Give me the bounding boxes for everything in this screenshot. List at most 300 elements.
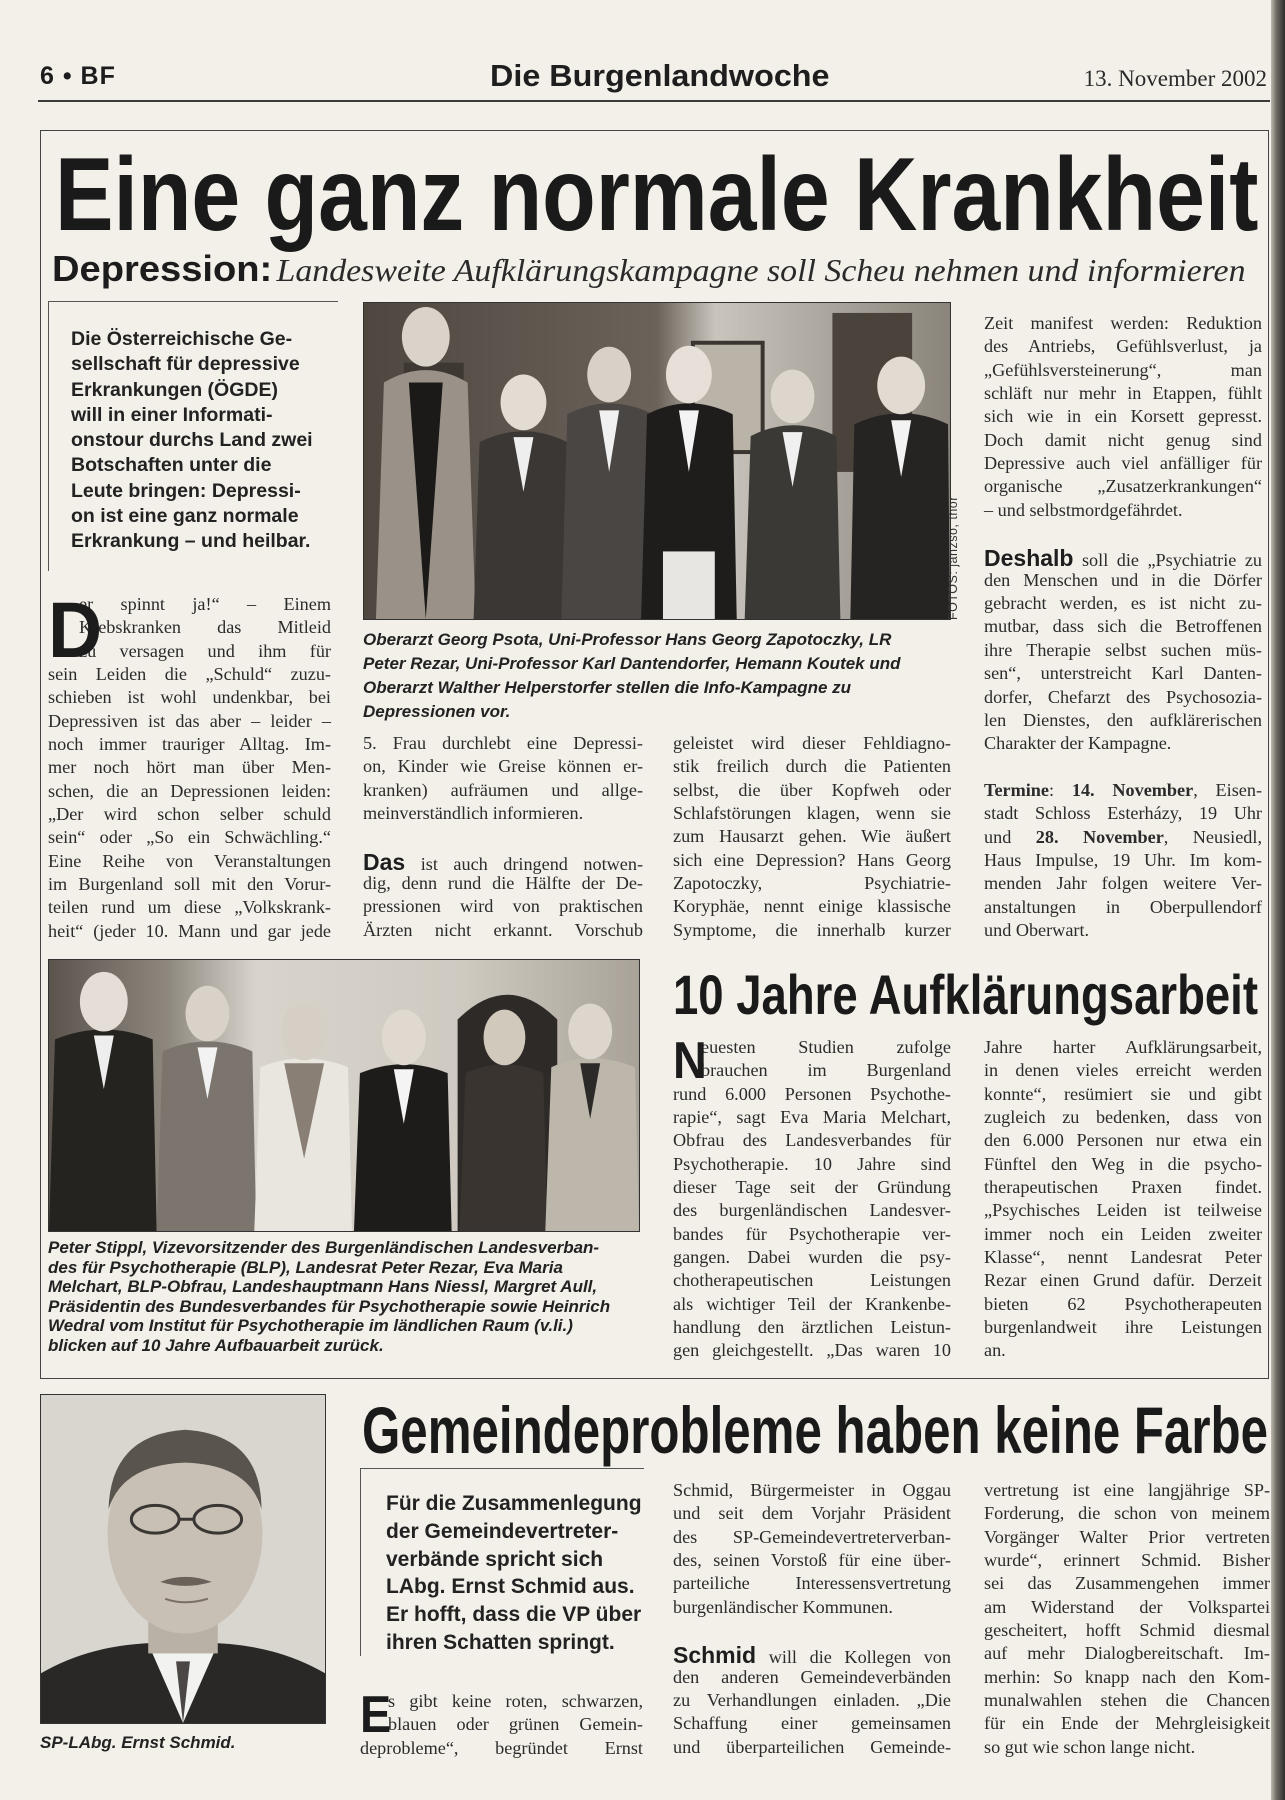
text: Jahre harter Aufklärungsarbeit,: [984, 1037, 1262, 1057]
text-segment: Termine: [984, 779, 1049, 800]
text-line: [984, 1246, 1262, 1269]
text-line: [984, 1642, 1270, 1665]
text-line: [360, 1737, 643, 1760]
text: chotherapeutischen Leistungen: [673, 1270, 951, 1291]
scan-binding-shadow: [1271, 0, 1285, 1800]
photo-caption: [48, 1238, 610, 1356]
text: zugleich zu bedenken, dass von: [984, 1107, 1262, 1128]
text-line: [48, 896, 331, 919]
text: gebracht werden, es ist nicht zu-: [984, 593, 1262, 614]
text-line: [48, 920, 331, 943]
text: sei das Zusammengehen immer: [984, 1573, 1270, 1594]
text: parteiliche Interessensvertretung: [673, 1573, 951, 1594]
text-line: [673, 1479, 951, 1502]
text: Doch damit nicht genug sind: [984, 429, 1262, 450]
text: Zeit manifest werden: Reduktion: [984, 313, 1262, 333]
header-rule: [38, 100, 1270, 102]
text-line: [984, 1596, 1270, 1619]
text-line: [48, 710, 331, 733]
text-line: Für die Zusammenlegung: [386, 1492, 642, 1515]
text-line: [363, 732, 643, 755]
text-line: des für Psychotherapie (BLP), Landesrat Peter Rezar, Eva Maria: [48, 1257, 563, 1277]
text: gescheitert, hofft Schmid diesmal: [984, 1620, 1270, 1641]
article-subhead: [52, 248, 1245, 290]
text: pressionen wird von praktischen: [363, 896, 643, 917]
paragraph: [984, 1479, 1270, 1759]
text-line: [363, 848, 643, 875]
text: will die Kollegen von: [756, 1647, 951, 1668]
group-photo-blp: [48, 959, 640, 1232]
drop-cap: E: [360, 1686, 392, 1744]
text-line: [984, 1689, 1270, 1712]
text: dieser Tage seit der Gründung: [673, 1177, 951, 1198]
paragraph: [673, 1642, 951, 1759]
text-line: [984, 452, 1262, 475]
text-line: [984, 896, 1262, 919]
text-line: [984, 849, 1262, 872]
text-line: [984, 1712, 1270, 1735]
text: merhin: So knapp nach den Kom-: [984, 1666, 1270, 1687]
text: Zapotoczky, Psychiatrie-: [673, 873, 951, 894]
text: im Burgenland soll mit den Vorur-: [48, 874, 331, 895]
text-line: Präsidentin des Bundesverbandes für Psychotherapie sowie Heinrich: [48, 1296, 611, 1316]
text: immer noch ein Leiden zweiter: [984, 1223, 1262, 1244]
text: des burgenländischen Landesver-: [673, 1200, 951, 1221]
text: anstaltungen in Oberpullendorf: [984, 896, 1262, 917]
paragraph: [48, 585, 331, 943]
text-line: [673, 1316, 951, 1339]
text-line: [673, 1036, 951, 1059]
text-line: [984, 545, 1262, 572]
text: therapeutischen Praxen findet.: [984, 1177, 1262, 1198]
text-line: [673, 1526, 951, 1549]
text: schieben ist wohl undenkbar, bei: [48, 687, 331, 708]
headline-text: Eine ganz normale Krankheit: [55, 137, 1259, 253]
text-line: [984, 639, 1262, 662]
article-intro: [48, 301, 338, 571]
text: 5. Frau durchlebt eine Depressi-: [363, 733, 643, 753]
article-column-2: [984, 1036, 1262, 1363]
text: meinverständlich informieren.: [363, 803, 584, 824]
text-line: [984, 1502, 1270, 1525]
text-segment: 28. November: [1035, 826, 1164, 847]
text-line: [984, 1106, 1262, 1129]
text-line: Erkrankung – und heilbar.: [71, 530, 311, 553]
text-line: [673, 1199, 951, 1222]
headline-text: Gemeindeprobleme haben keine Farbe: [362, 1393, 1269, 1467]
text: in denen vieles erreicht werden: [984, 1060, 1262, 1081]
text-line: [984, 405, 1262, 428]
article-column-1: [673, 1032, 951, 1363]
text-line: [984, 826, 1262, 849]
text-line: [673, 849, 951, 872]
text-line: [673, 1596, 951, 1619]
text-line: [984, 335, 1262, 358]
text-line: [48, 733, 331, 756]
text-line: [673, 1666, 951, 1689]
text-segment: , Eisen-: [1193, 779, 1263, 800]
text: so gut wie schon lange nicht.: [984, 1736, 1196, 1757]
text-line: [984, 1572, 1270, 1595]
text: Charakter der Kampagne.: [984, 733, 1172, 754]
text: – und selbstmordgefährdet.: [984, 499, 1183, 520]
text-line: Oberarzt Walther Helperstorfer stellen die Info-Kampagne zu: [363, 678, 852, 697]
lead-word: Das: [363, 848, 406, 875]
text-line: [984, 1223, 1262, 1246]
group-photo-campaign: [363, 302, 951, 620]
text-line: [673, 919, 951, 942]
paragraph: [673, 1032, 951, 1363]
text: stadt Schloss Esterházy, 19 Uhr: [984, 803, 1262, 824]
text: gen gleichgestellt. „Das waren 10: [673, 1340, 951, 1361]
text: Depressiven ist das aber – leider –: [48, 710, 331, 731]
photo-caption: SP-LAbg. Ernst Schmid.: [40, 1733, 236, 1752]
text-line: [984, 1269, 1262, 1292]
text: Ärzten nicht erkannt. Vorschub: [363, 919, 643, 940]
text: Symptome, die innerhalb kurzer: [673, 919, 951, 940]
text-line: [360, 1713, 643, 1736]
text: Koryphäe, nennt einige klassische: [673, 896, 951, 917]
text: len Dienstes, den aufklärerischen: [984, 709, 1262, 730]
text-line: [363, 802, 643, 825]
headline-text: 10 Jahre Aufklärungsarbeit: [673, 963, 1258, 1026]
text: als wichtiger Teil der Krankenbe-: [673, 1293, 951, 1314]
text: des SP-Gemeindevertreterverban-: [673, 1526, 951, 1547]
text: und überparteilichen Gemeinde-: [673, 1736, 951, 1757]
text-line: [673, 1549, 951, 1572]
text: sen“, unterstreicht Karl Danten-: [984, 663, 1262, 684]
section-headline: [673, 962, 1258, 1026]
photo-credit: FOTOS: janzso, thor: [946, 496, 960, 620]
text-line: [673, 872, 951, 895]
text-line: [673, 1689, 951, 1712]
text-line: [984, 1059, 1262, 1082]
text: ihre Therapie selbst suchen müs-: [984, 639, 1262, 660]
text-line: Oberarzt Georg Psota, Uni-Professor Hans Georg Zapotoczky, LR: [363, 630, 892, 649]
text-line: [673, 779, 951, 802]
text-line: [984, 709, 1262, 732]
text: s gibt keine roten, schwarzen,: [388, 1691, 643, 1711]
text: und seit dem Vorjahr Präsident: [673, 1503, 951, 1524]
text-line: Botschaften unter die: [71, 454, 272, 477]
text: Forderung, die schon von meinem: [984, 1503, 1270, 1524]
text-line: [984, 1339, 1262, 1362]
text-line: [984, 1153, 1262, 1176]
text: auf mehr Dialogbereitschaft. Im-: [984, 1643, 1270, 1664]
text-line: [673, 1153, 951, 1176]
text: zu versagen und ihm für: [79, 640, 331, 661]
text: er spinnt ja!“ – Einem: [79, 594, 331, 614]
text: on, Kinder wie Greise können er-: [363, 756, 643, 777]
text-line: [363, 755, 643, 778]
text: mutbar, dass sich die Betroffenen: [984, 616, 1262, 637]
paragraph: [673, 732, 951, 942]
text-segment: 14. November: [1071, 779, 1194, 800]
text-line: [673, 1083, 951, 1106]
article-intro: [360, 1468, 644, 1656]
text-line: [673, 802, 951, 825]
text: wurde“, erinnert Schmid. Bisher: [984, 1550, 1270, 1571]
masthead: [490, 58, 830, 94]
text-line: LAbg. Ernst Schmid aus.: [386, 1575, 635, 1599]
text: burgenlandweit ihre Leistungen: [984, 1317, 1262, 1338]
text-line: [984, 1293, 1262, 1316]
drop-cap: D: [48, 585, 103, 674]
article-column-4: [984, 312, 1262, 942]
text: „Psychisches Leiden ist teilweise: [984, 1200, 1262, 1221]
text-segment: , Neusiedl,: [1163, 826, 1262, 847]
text-line: [984, 359, 1262, 382]
text-line: [673, 1106, 951, 1129]
article-column-2: [363, 732, 643, 942]
text: burgenländischer Kommunen.: [673, 1596, 893, 1617]
text: selbst, die über Kopfweh oder: [673, 779, 951, 800]
article-column-3: [984, 1479, 1270, 1759]
text-line: [673, 1572, 951, 1595]
paragraph: [363, 849, 643, 942]
text-line: [673, 1059, 951, 1082]
paragraph: [984, 779, 1262, 942]
text-line: Peter Rezar, Uni-Professor Karl Dantendorfer, Hemann Koutek und: [363, 654, 901, 673]
text: rapie“, sagt Eva Maria Melchart,: [673, 1107, 951, 1128]
text: Krebskranken das Mitleid: [79, 617, 331, 638]
text-line: [984, 1199, 1262, 1222]
text-line: verbände spricht sich: [386, 1547, 604, 1571]
text-line: Erkrankungen (ÖGDE): [71, 378, 278, 401]
text: kranken) aufräumen und allge-: [363, 779, 643, 800]
text: sein Leiden die „Schuld“ zuzu-: [48, 664, 331, 685]
text-line: [984, 1549, 1270, 1572]
text-line: [673, 1339, 951, 1362]
text-line: [984, 1176, 1262, 1199]
text: konnte“, resümiert sie und gibt: [984, 1083, 1262, 1104]
text: menden Jahr folgen weitere Ver-: [984, 873, 1262, 894]
text: den Menschen und in die Dörfer: [984, 569, 1262, 590]
text: bieten 62 Psychotherapeuten: [984, 1293, 1262, 1314]
text: bandes für Psychotherapie ver-: [673, 1223, 951, 1244]
text-line: [984, 475, 1262, 498]
text-line: [48, 826, 331, 849]
text-line: [984, 499, 1262, 522]
text-line: [984, 1036, 1262, 1059]
text: euesten Studien zufolge: [701, 1037, 951, 1057]
text: schläft nur mehr in Etappen, fühlt: [984, 383, 1262, 404]
text-line: [984, 592, 1262, 615]
text: organische „Zusatzerkrankungen“: [984, 476, 1262, 497]
text: noch immer trauriger Alltag. Im-: [48, 734, 331, 755]
text-line: [984, 429, 1262, 452]
text-line: [984, 615, 1262, 638]
paragraph: [360, 1686, 643, 1760]
text-line: [984, 382, 1262, 405]
text-line: Er hofft, dass die VP über: [386, 1603, 642, 1627]
paragraph: [984, 545, 1262, 755]
paragraph: [984, 312, 1262, 522]
text: „Gefühlsversteinerung“, man: [984, 359, 1262, 380]
text-line: [984, 919, 1262, 942]
text: deprobleme“, begründet Ernst: [360, 1737, 643, 1758]
text-line: der Gemeindevertreter-: [386, 1519, 619, 1543]
text-line: [673, 825, 951, 848]
text-line: [673, 1712, 951, 1735]
text: geleistet wird dieser Fehldiagno-: [673, 733, 951, 753]
text-line: sellschaft für depressive: [71, 353, 300, 376]
text: Schmid, Bürgermeister in Oggau: [673, 1480, 951, 1500]
text-line: [984, 779, 1262, 802]
text-line: [360, 1690, 643, 1713]
text-line: [984, 802, 1262, 825]
article-column-2: [673, 1479, 951, 1759]
text-line: [48, 686, 331, 709]
text: Depressive auch viel anfälliger für: [984, 453, 1262, 474]
text: Psychotherapie. 10 Jahre sind: [673, 1153, 951, 1174]
text: ist auch dringend notwen-: [405, 853, 643, 874]
text-line: [673, 732, 951, 755]
text: Klasse“, nennt Landesrat Peter: [984, 1247, 1262, 1268]
text: Schlafstörungen klagen, wenn sie: [673, 803, 951, 824]
text: schen, die an Depressionen leiden:: [48, 780, 331, 801]
text-line: will in einer Informati-: [71, 403, 273, 426]
text-line: [673, 1502, 951, 1525]
text-line: [984, 1619, 1270, 1642]
lead-word: Deshalb: [984, 545, 1074, 572]
text-line: Depressionen vor.: [363, 702, 511, 721]
lead-word: Schmid: [673, 1642, 757, 1669]
text-line: [984, 1736, 1270, 1759]
text-line: [48, 873, 331, 896]
text: soll die „Psychiatrie zu: [1073, 550, 1262, 571]
text-line: [363, 895, 643, 918]
article-column-1: [360, 1686, 643, 1760]
text-line: [984, 1666, 1270, 1689]
text: Eine Reihe von Veranstaltungen: [48, 850, 331, 871]
text: den anderen Gemeindeverbänden: [673, 1666, 951, 1687]
text-line: blicken auf 10 Jahre Aufbauarbeit zurück.: [48, 1335, 384, 1355]
text: am Widerstand der Volkspartei: [984, 1596, 1270, 1617]
text-line: [673, 1293, 951, 1316]
text: Obfrau des Landesverbandes für: [673, 1130, 951, 1151]
text-line: [363, 919, 643, 942]
text: des Antriebs, Gefühlsverlust, ja: [984, 336, 1262, 357]
text-line: [48, 756, 331, 779]
paragraph: [363, 732, 643, 825]
text-line: [984, 732, 1262, 755]
text: Rezar einen Grund dafür. Derzeit: [984, 1270, 1262, 1291]
subhead-label: Depression:: [52, 248, 273, 289]
text: sein“ oder „So ein Schwächling.“: [48, 827, 331, 848]
text-line: [673, 1269, 951, 1292]
text: mer noch hört man über Men-: [48, 757, 331, 778]
text: Vorgänger Walter Prior vertreten: [984, 1526, 1270, 1547]
article-headline: [362, 1392, 1269, 1467]
text-line: on ist eine ganz normale: [71, 505, 299, 528]
text: gangen. Dabei wurden die psy-: [673, 1247, 951, 1268]
text-line: [48, 803, 331, 826]
masthead-text: Die Burgenlandwoche: [490, 58, 830, 93]
text: handlung den ärztlichen Leistun-: [673, 1317, 951, 1338]
page-folio: 6 • BF: [40, 62, 116, 90]
text-line: Peter Stippl, Vizevorsitzender des Burgenländischen Landesverban-: [48, 1238, 600, 1257]
text-line: [984, 1129, 1262, 1152]
article-column-1: [48, 585, 331, 943]
article-headline: [55, 136, 1259, 253]
text-line: [984, 569, 1262, 592]
text: sich eine Depression? Hans Georg: [673, 849, 951, 870]
paragraph: [984, 1036, 1262, 1363]
text-line: [673, 1642, 951, 1669]
text-line: [363, 872, 643, 895]
text: des, seinen Vorstoß für eine über-: [673, 1550, 951, 1571]
text-line: Leute bringen: Depressi-: [71, 479, 301, 502]
text-line: [673, 1176, 951, 1199]
text-line: [673, 1129, 951, 1152]
text: zu Verhandlungen einladen. „Die: [673, 1690, 951, 1711]
article-column-3: [673, 732, 951, 942]
text-line: onstour durchs Land zwei: [71, 429, 313, 452]
text-line: [48, 850, 331, 873]
issue-date: 13. November 2002: [1083, 66, 1267, 91]
drop-cap: N: [673, 1032, 707, 1090]
text: brauchen im Burgenland: [701, 1060, 951, 1081]
text-segment: :: [1049, 779, 1072, 800]
text-line: [984, 312, 1262, 335]
text-line: Die Österreichische Ge-: [71, 328, 293, 350]
portrait-photo: [40, 1394, 326, 1724]
text-line: [673, 1246, 951, 1269]
text: munalwahlen stehen die Chancen: [984, 1690, 1270, 1711]
text: Fünftel den Weg in die psycho-: [984, 1153, 1262, 1174]
text: dorfer, Chefarzt des Psychosozia-: [984, 686, 1262, 707]
text-line: [984, 662, 1262, 685]
text: vertretung ist eine langjährige SP-: [984, 1480, 1270, 1500]
text: für ein Ende der Mehrgleisigkeit: [984, 1713, 1270, 1734]
text-line: [984, 1316, 1262, 1339]
text: Haus Impulse, 19 Uhr. Im kom-: [984, 849, 1262, 870]
text-line: [48, 780, 331, 803]
text-line: [984, 1083, 1262, 1106]
subhead-text: Landesweite Aufklärungskampagne soll Scheu nehmen und informieren: [276, 252, 1246, 288]
text: dig, denn rund die Hälfte der De-: [363, 873, 643, 894]
text-line: [984, 1479, 1270, 1502]
text-line: [673, 895, 951, 918]
text-line: Wedral vom Institut für Psychotherapie im ländlichen Raum (v.li.): [48, 1316, 573, 1336]
text: den 6.000 Personen nur etwa ein: [984, 1130, 1262, 1151]
text-line: [363, 779, 643, 802]
text-line: ihren Schatten springt.: [386, 1630, 615, 1654]
photo-caption: [363, 628, 901, 724]
text: blauen oder grünen Gemein-: [388, 1714, 643, 1735]
text: Schaffung einer gemeinsamen: [673, 1713, 951, 1734]
text-segment: und: [984, 826, 1036, 847]
text-line: [673, 1223, 951, 1246]
paragraph: [673, 1479, 951, 1619]
text: stik freilich durch die Patienten: [673, 756, 951, 777]
text-line: [984, 686, 1262, 709]
text: rund 6.000 Personen Psychothe-: [673, 1083, 951, 1104]
text-line: Melchart, BLP-Obfrau, Landeshauptmann Hans Niessl, Margret Aull,: [48, 1277, 598, 1297]
text: zum Hausarzt gehen. Wie äußert: [673, 826, 951, 847]
text-line: [673, 1736, 951, 1759]
text: „Der wird schon selber schuld: [48, 804, 331, 825]
text: heit“ (jeder 10. Mann und gar jede: [48, 920, 331, 941]
text: an.: [984, 1340, 1006, 1361]
text-line: [984, 1526, 1270, 1549]
text: und Oberwart.: [984, 919, 1090, 940]
text: teilen rund um diese „Volkskrank-: [48, 897, 331, 918]
text: sich wie in ein Korsett gepresst.: [984, 406, 1262, 427]
text-line: [984, 872, 1262, 895]
text-line: [673, 755, 951, 778]
